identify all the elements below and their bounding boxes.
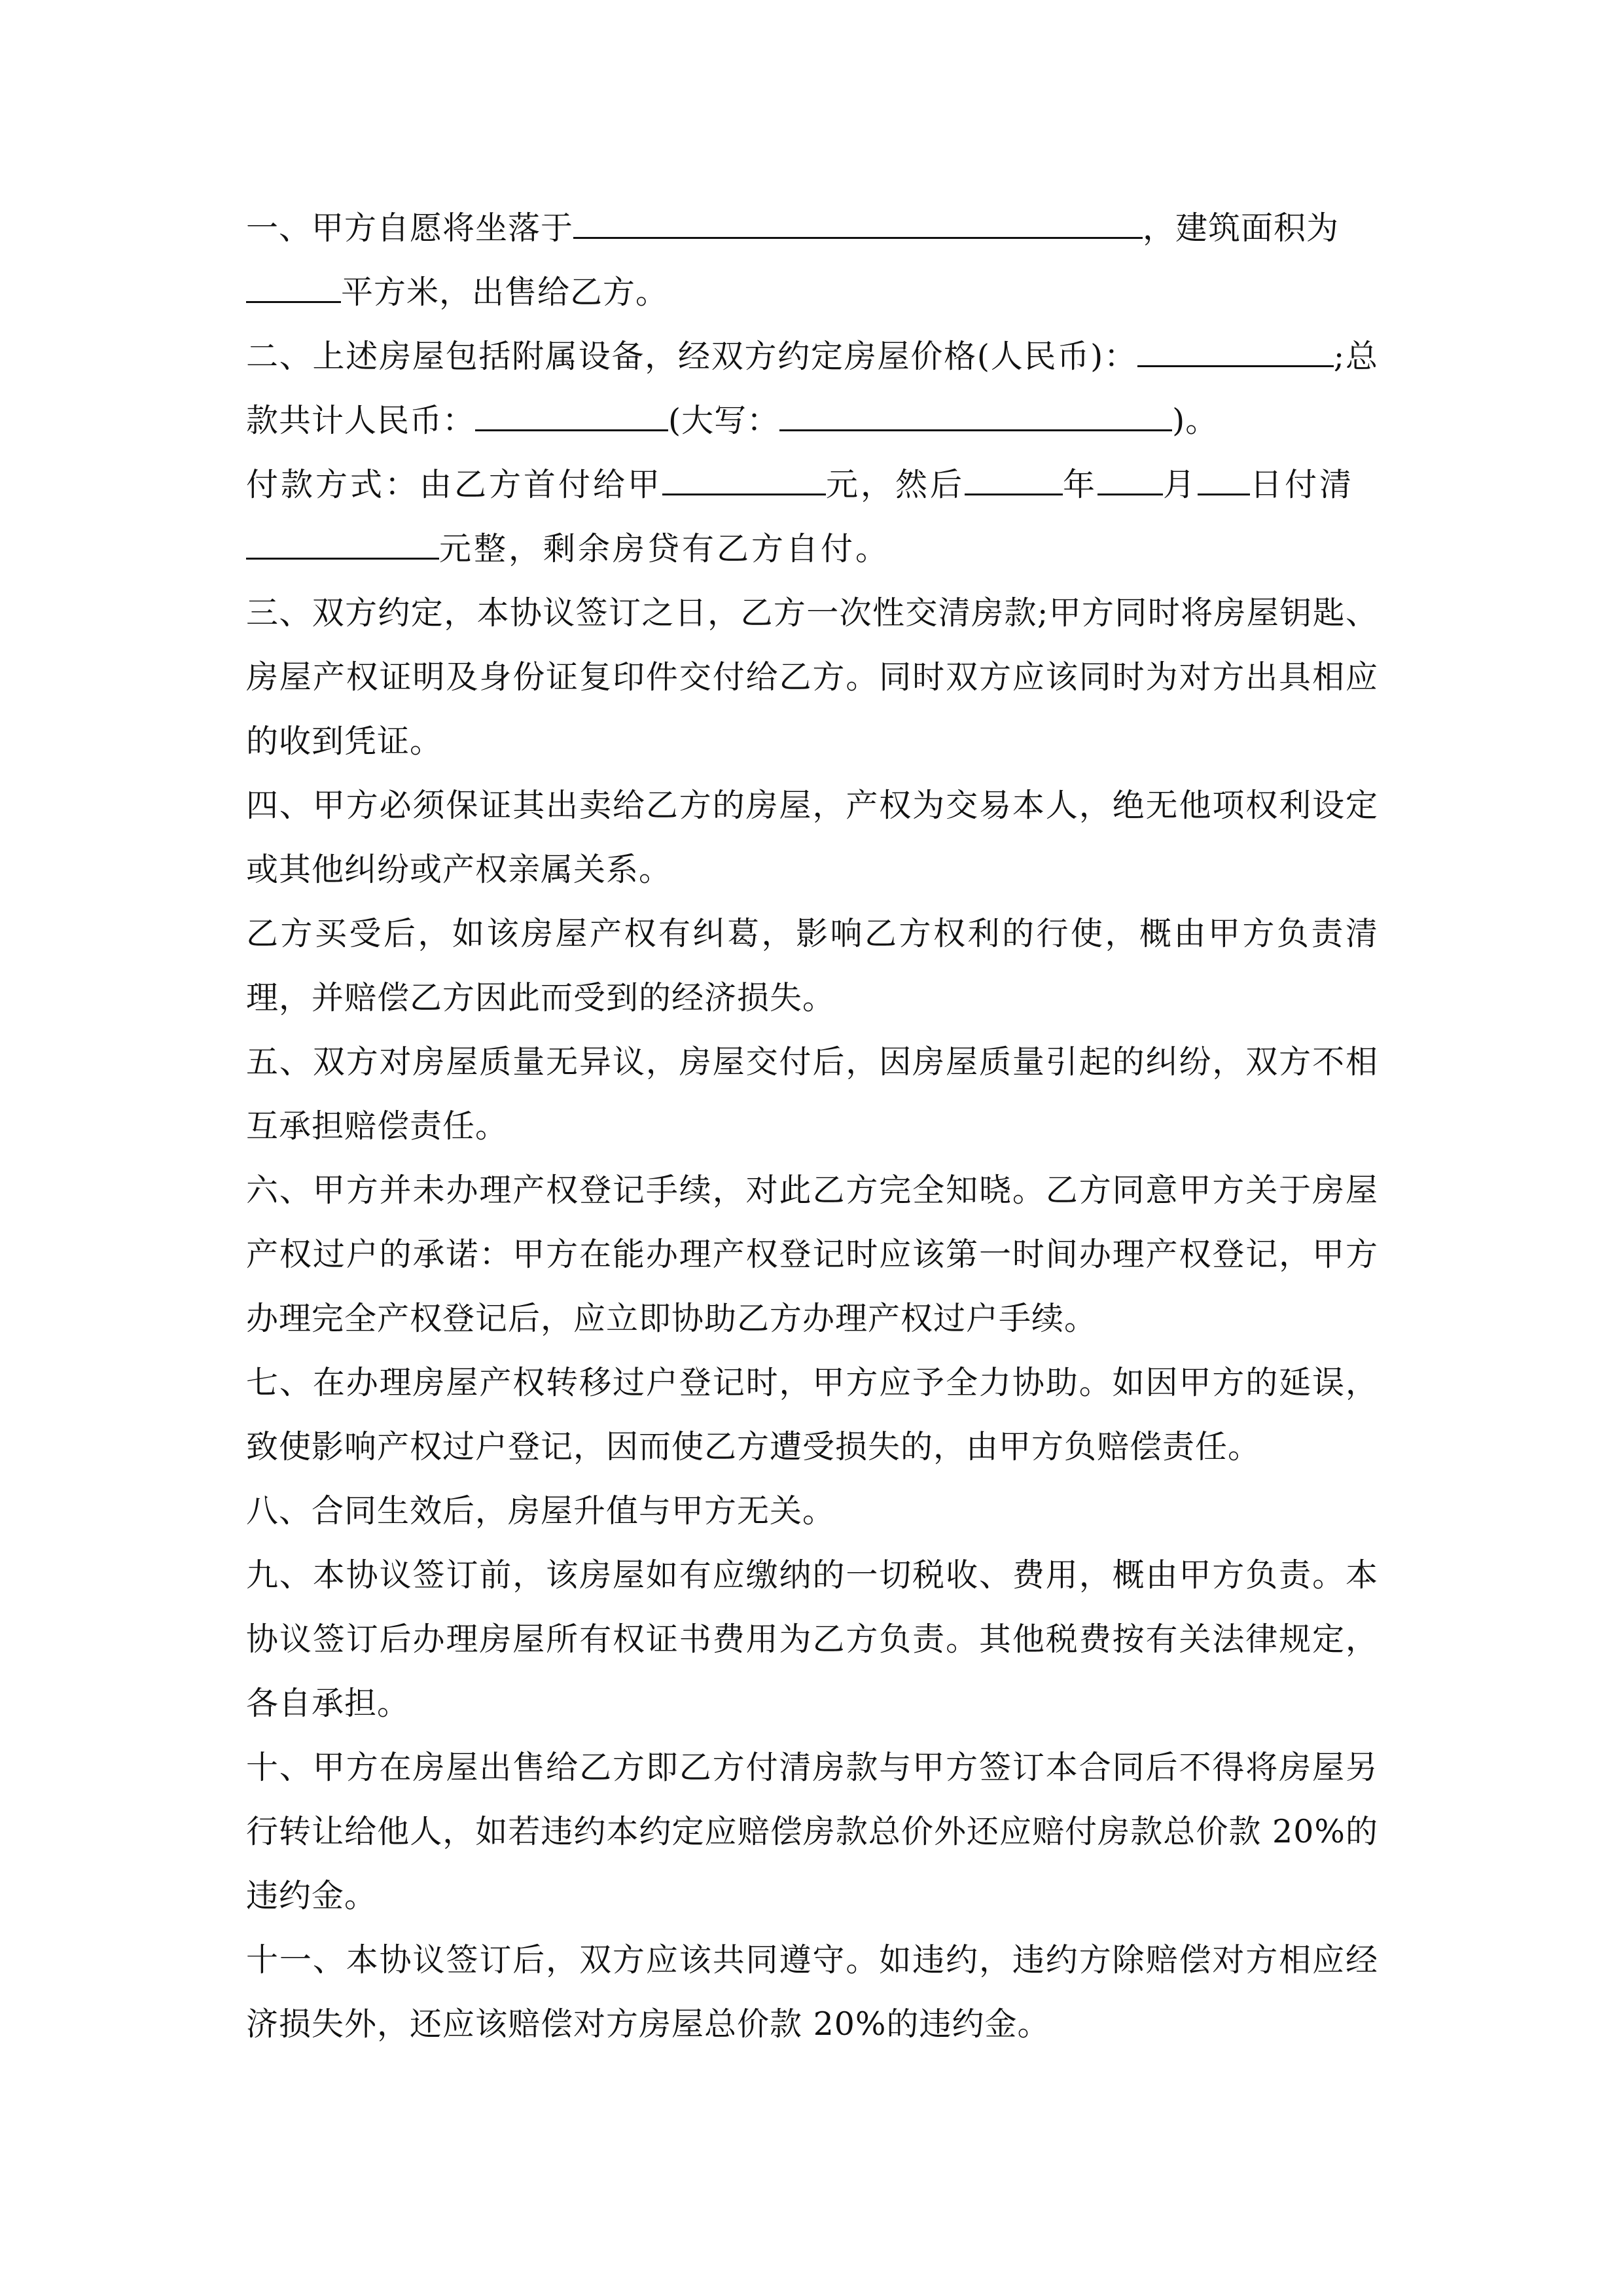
payment-text-f: 元整，剩余房贷有乙方自付。 <box>439 530 891 567</box>
clause-7: 七、在办理房屋产权转移过户登记时，甲方应予全力协助。如因甲方的延误，致使影响产权过户登记，因而使乙方遭受损失的，由甲方负赔偿责任。 <box>246 1364 1378 1465</box>
payment-text-a: 付款方式：由乙方首付给甲 <box>246 466 663 503</box>
contract-body <box>246 196 1378 2056</box>
clause-1-text-b: ，建筑面积为 <box>1143 209 1340 247</box>
clause-1-text-c: 平方米，出售给乙方。 <box>341 274 669 311</box>
clause-2-text-c: (大写： <box>668 402 780 439</box>
capital-amount-blank <box>779 391 1172 431</box>
total-blank <box>475 391 668 431</box>
clause-1 <box>246 196 1378 325</box>
clause-10: 十、甲方在房屋出售给乙方即乙方付清房款与甲方签订本合同后不得将房屋另行转让给他人，如若违约本约定应赔偿房款总价外还应赔付房款总价款 20%的违约金。 <box>246 1749 1378 1914</box>
payment-terms <box>246 453 1378 581</box>
clause-3: 三、双方约定，本协议签订之日，乙方一次性交清房款;甲方同时将房屋钥匙、房屋产权证明及身份证复印件交付给乙方。同时双方应该同时为对方出具相应的收到凭证。 <box>246 594 1378 760</box>
payment-text-e: 日付清 <box>1250 466 1355 503</box>
balance-amount-blank <box>246 520 439 560</box>
first-payment-blank <box>662 456 826 495</box>
clause-6: 六、甲方并未办理产权登记手续，对此乙方完全知晓。乙方同意甲方关于房屋产权过户的承诺：甲方在能办理产权登记时应该第一时间办理产权登记，甲方办理完全产权登记后，应立即协助乙方办理产权过户手续。 <box>246 1172 1378 1337</box>
month-blank <box>1097 456 1163 495</box>
clause-11: 十一、本协议签订后，双方应该共同遵守。如违约，违约方除赔偿对方相应经济损失外，还应该赔偿对方房屋总价款 20%的违约金。 <box>246 1941 1378 2043</box>
payment-text-d: 月 <box>1163 466 1198 503</box>
clause-2 <box>246 325 1378 453</box>
area-blank <box>246 263 341 303</box>
clause-5: 五、双方对房屋质量无异议，房屋交付后，因房屋质量引起的纠纷，双方不相互承担赔偿责任。 <box>246 1043 1378 1145</box>
clause-2-text-b: ;总款共计人民币： <box>246 338 1378 439</box>
payment-text-b: 元，然后 <box>826 466 965 503</box>
day-blank <box>1198 456 1250 495</box>
clause-2-text-a: 二、上述房屋包括附属设备，经双方约定房屋价格(人民币)： <box>246 338 1137 375</box>
payment-text-c: 年 <box>1063 466 1098 503</box>
clause-4-supplement: 乙方买受后，如该房屋产权有纠葛，影响乙方权利的行使，概由甲方负责清理，并赔偿乙方因此而受到的经济损失。 <box>246 915 1378 1016</box>
clause-1-text-a: 一、甲方自愿将坐落于 <box>246 209 574 247</box>
clause-8: 八、合同生效后，房屋升值与甲方无关。 <box>246 1492 836 1530</box>
price-blank <box>1137 327 1334 367</box>
year-blank <box>965 456 1063 495</box>
location-blank <box>573 199 1143 239</box>
clause-2-text-d: )。 <box>1172 402 1219 439</box>
clause-9: 九、本协议签订前，该房屋如有应缴纳的一切税收、费用，概由甲方负责。本协议签订后办理房屋所有权证书费用为乙方负责。其他税费按有关法律规定，各自承担。 <box>246 1556 1378 1722</box>
clause-4: 四、甲方必须保证其出卖给乙方的房屋，产权为交易本人，绝无他项权利设定或其他纠纷或产权亲属关系。 <box>246 787 1378 888</box>
